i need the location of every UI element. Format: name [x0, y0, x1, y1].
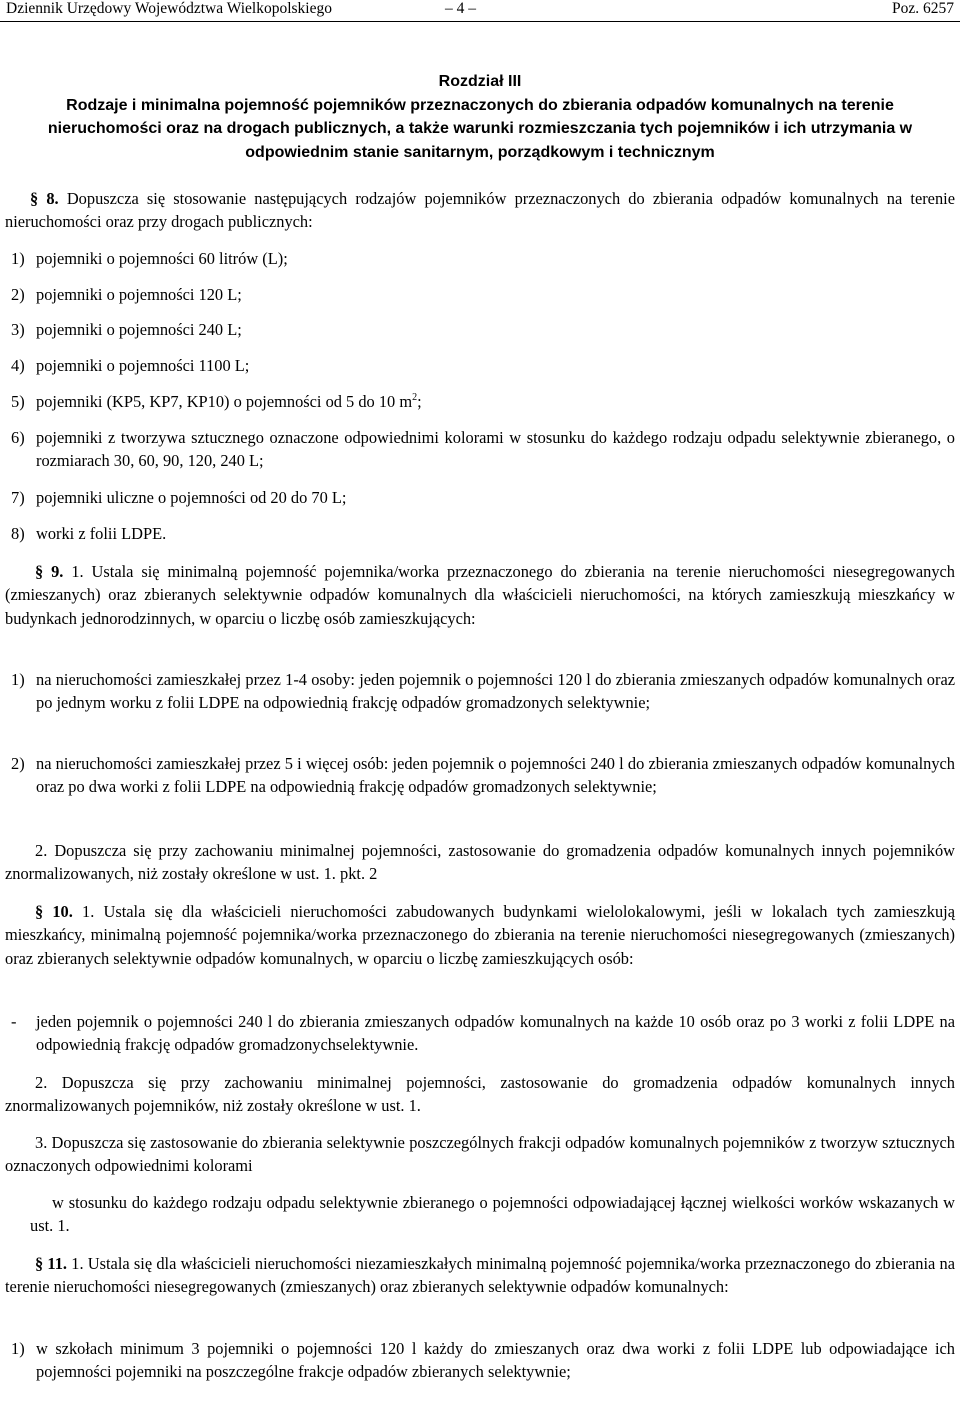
s8-list-item: 1) pojemniki o pojemności 60 litrów (L); — [11, 249, 288, 268]
s9-list-item: 2) na nieruchomości zamieszkałej przez 5 i więcej osób: jeden pojemnik o pojemności 240 l do zbierania zmieszanych odpadów komunalnych oraz po dwa worki z folii LDPE na odpowiednią frakcję odpadów gromadzonych selektywnie; — [11, 754, 955, 797]
s8-list-item: 3) pojemniki o pojemności 240 L; — [11, 320, 242, 339]
section-11-text: Ustala się dla właścicieli nieruchomości niezamieszkałych minimalną pojemność pojemnika/worka przeznaczonego do zbierania na terenie nieruchomości niesegregowanych (zmieszanych) oraz zbieranych selektywnie odpadów komunalnych: — [5, 1254, 955, 1297]
section-10-intro: § 10. 1. Ustala się dla właścicieli nieruchomości zabudowanych budynkami wielolokalowymi, jeśli w lokalach tych zamieszkują mieszkańcy, minimalną pojemność pojemnika/worka przeznaczonego do zbierania na terenie nieruchomości niesegregowanych (zmieszanych) oraz zbieranych selektywnie odpadów komunalnych, w oparciu o liczbę zamieszkujących osób: — [5, 902, 955, 968]
section-9-mark: § 9. — [35, 562, 64, 581]
section-9-para-2: 2. Dopuszcza się przy zachowaniu minimalnej pojemności, zastosowanie do gromadzenia odpadów komunalnych innych pojemników znormalizowanych, niż zostały określone w ust. 1. pkt. 2 — [5, 841, 955, 884]
section-8-intro — [5, 187, 955, 234]
chapter-title: Rodzaje i minimalna pojemność pojemników przeznaczonych do zbierania odpadów komunalnych na terenie nieruchomości oraz na drogach publicznych, a także warunki rozmieszczania tych pojemników i ich utrzymania w odpowiednim stanie sanitarnym, porządkowym i technicznym — [47, 97, 913, 161]
section-10-para-2: 2. Dopuszcza się przy zachowaniu minimalnej pojemności, zastosowanie do gromadzenia odpadów komunalnych innych znormalizowanych pojemników, niż zostały określone w ust. 1. — [5, 1073, 955, 1116]
s11-list-item: 1) w szkołach minimum 3 pojemniki o pojemności 120 l każdy do zmieszanych oraz dwa worki z folii LDPE lub odpowiadające ich pojemności pojemniki na poszczególne frakcje odpadów zbieranych selektywnie; — [11, 1339, 955, 1382]
section-10-mark: § 10. — [35, 902, 73, 921]
s8-list-item: 6) pojemniki z tworzywa sztucznego oznaczone odpowiednimi kolorami w stosunku do każdego rodzaju odpadu selektywnie zbieranego, o rozmiarach 30, 60, 90, 120, 240 L; — [11, 428, 955, 471]
page-header — [0, 0, 960, 22]
journal-name: Dziennik Urzędowy Województwa Wielkopolskiego — [6, 0, 332, 17]
section-8-text: Dopuszcza się stosowanie następujących rodzajów pojemników przeznaczonych do zbierania odpadów komunalnych na terenie nieruchomości oraz przy drogach publicznych: — [5, 189, 955, 232]
position-number: Poz. 6257 — [892, 0, 954, 17]
page-number: – 4 – — [445, 0, 476, 17]
superscript: 2 — [412, 392, 418, 403]
section-9-text: Ustala się minimalną pojemność pojemnika/worka przeznaczonego do zbierania na terenie nieruchomości niesegregowanych (zmieszanych) oraz zbieranych selektywnie odpadów komunalnych dla właścicieli nieruchomości, na których zamieszkują mieszkańcy w budynkach jednorodzinnych, w oparciu o liczbę osób zamieszkujących: — [5, 562, 955, 628]
s8-list-item: 8) worki z folii LDPE. — [11, 524, 167, 543]
s8-list-item: 7) pojemniki uliczne o pojemności od 20 do 70 L; — [11, 488, 347, 507]
chapter-number: Rozdział III — [438, 73, 522, 90]
s9-list-item: 1) na nieruchomości zamieszkałej przez 1-4 osoby: jeden pojemnik o pojemności 120 l do zbierania zmieszanych odpadów komunalnych oraz po jednym worku z folii LDPE na odpowiednią frakcję odpadów gromadzonych selektywnie; — [11, 670, 955, 713]
s10-dash-item: - jeden pojemnik o pojemności 240 l do zbierania zmieszanych odpadów komunalnych na każde 10 osób oraz po 3 worki z folii LDPE na odpowiednią frakcję odpadów gromadzonychselektywnie. — [11, 1012, 955, 1055]
section-10-para-3-continued: w stosunku do każdego rodzaju odpadu selektywnie zbieranego o pojemności odpowiadającej łącznej wielkości worków wskazanych w ust. 1. — [30, 1193, 955, 1236]
s8-list-item: 4) pojemniki o pojemności 1100 L; — [11, 356, 250, 375]
s8-list-item: 5) pojemniki (KP5, KP7, KP10) o pojemności od 5 do 10 $m^2$; — [11, 392, 422, 411]
section-9-intro: § 9. 1. Ustala się minimalną pojemność pojemnika/worka przeznaczonego do zbierania na terenie nieruchomości niesegregowanych (zmieszanych) oraz zbieranych selektywnie odpadów komunalnych dla właścicieli nieruchomości, na których zamieszkują mieszkańcy w budynkach jednorodzinnych, w oparciu o liczbę osób zamieszkujących: — [5, 562, 955, 628]
section-11-intro: § 11. 1. Ustala się dla właścicieli nieruchomości niezamieszkałych minimalną pojemność pojemnika/worka przeznaczonego do zbierania na terenie nieruchomości niesegregowanych (zmieszanych) oraz zbieranych selektywnie odpadów komunalnych: — [5, 1254, 955, 1297]
section-10-para-3: 3. Dopuszcza się zastosowanie do zbierania selektywnie poszczególnych frakcji odpadów komunalnych pojemników z tworzyw sztucznych oznaczonych odpowiednimi kolorami — [5, 1133, 955, 1176]
section-11-mark: § 11. — [35, 1254, 68, 1273]
s8-list-item: 2) pojemniki o pojemności 120 L; — [11, 285, 242, 304]
section-8-mark: § 8. — [30, 189, 59, 208]
section-10-text: Ustala się dla właścicieli nieruchomości zabudowanych budynkami wielolokalowymi, jeśli w lokalach tych zamieszkują mieszkańcy, minimalną pojemność pojemnika/worka przeznaczonego do zbierania na terenie nieruchomości niesegregowanych (zmieszanych) oraz zbieranych selektywnie odpadów komunalnych, w oparciu o liczbę zamieszkujących osób: — [5, 902, 955, 968]
